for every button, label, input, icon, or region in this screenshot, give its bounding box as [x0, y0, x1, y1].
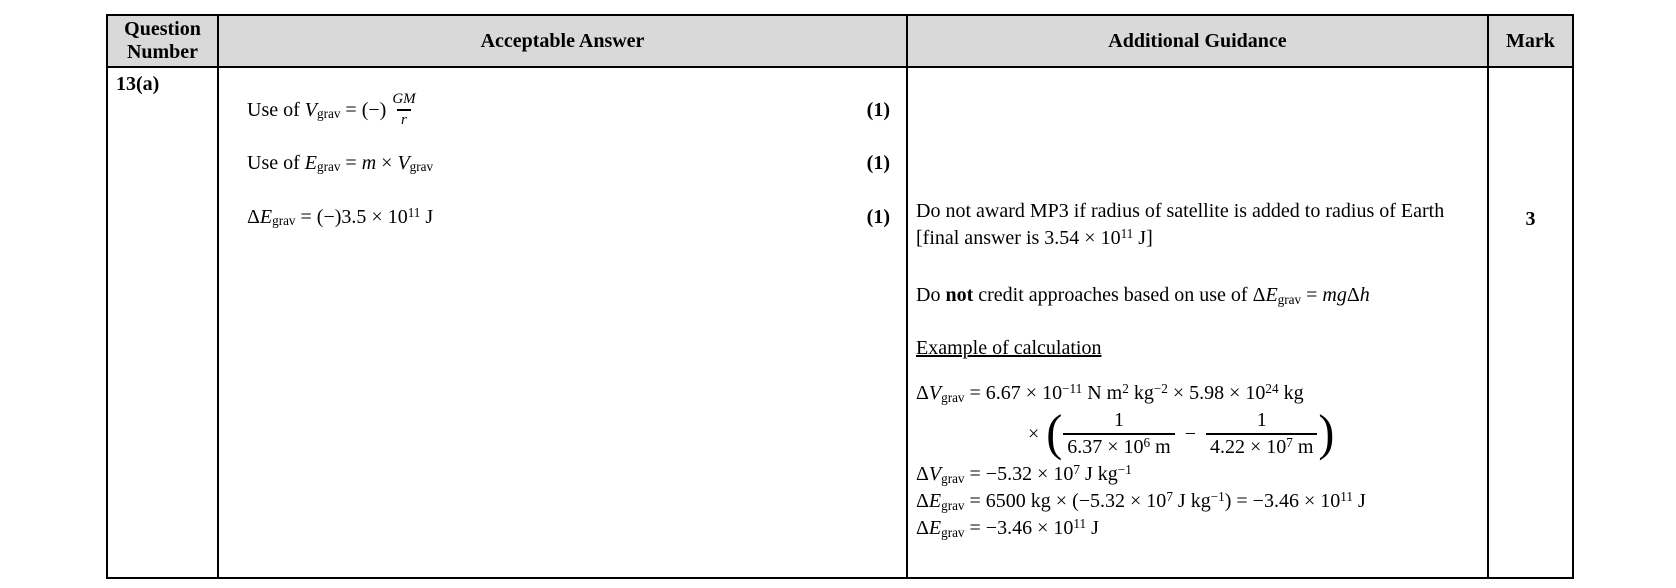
calc-line-degrav-result: $\Delta E_{grav} = -3.46 \times 10^{11}$ J [916, 516, 1099, 540]
calc-line-degrav: $\Delta E_{grav} = 6500$ kg × ($-5.32 \times 10^7$ J $kg^{-1}) = -3.46 \times 10^{11}$ J [916, 489, 1366, 513]
fraction-denominator: r [397, 109, 411, 129]
fraction-denominator: $4.22 \times 10^7$ m [1206, 433, 1317, 459]
close-paren: ) [1318, 405, 1335, 461]
multiply-operator: × [1028, 423, 1040, 445]
fraction-one-over-r-earth [1063, 409, 1174, 459]
minus-operator: − [1184, 423, 1196, 445]
answer-formula-egrav: Use of $E_{grav} = m \times V_{grav}$ [247, 151, 434, 175]
example-calculation-block [916, 380, 1479, 542]
fraction-numerator: 1 [1113, 409, 1124, 431]
fraction-denominator: $6.37 \times 10^6$ m [1063, 433, 1174, 459]
answer-formula-vgrav [247, 91, 418, 130]
fraction-numerator: GM [392, 90, 416, 107]
mark-cell [1488, 67, 1573, 578]
mark-point: (1) [866, 151, 890, 174]
calc-line-dvgrav: $\Delta V_{grav} = 6.67 \times 10^{-11}$ N $m^2$ $kg^{-2} \times 5.98 \times 10^{24}$ kg [916, 381, 1304, 405]
answer-line [247, 86, 890, 134]
fraction-numerator: 1 [1256, 409, 1267, 431]
header-row [107, 15, 1573, 67]
header-mark: Mark [1488, 15, 1573, 67]
additional-guidance-cell [907, 67, 1488, 578]
header-question-number: Question Number [107, 15, 218, 67]
calc-fraction-line [1028, 405, 1479, 461]
header-additional-guidance: Additional Guidance [907, 15, 1488, 67]
header-acceptable-answer: Acceptable Answer [218, 15, 907, 67]
question-number-cell [107, 67, 218, 578]
mark-scheme-table [106, 14, 1574, 579]
answer-line [247, 148, 890, 178]
acceptable-answer-cell [218, 67, 907, 578]
answer-line [247, 202, 890, 232]
guidance-note-mp3: Do not award MP3 if radius of satellite is added to radius of Earth [final answer is $3.54 \times 10^{11}$ J] [916, 200, 1445, 249]
calc-line-dvgrav-result: $\Delta V_{grav} = -5.32 \times 10^7$ J $kg^{-1}$ [916, 462, 1132, 486]
fraction-gm-over-r [390, 91, 417, 130]
example-calculation-heading: Example of calculation [916, 337, 1102, 359]
fraction-one-over-r-orbit [1206, 409, 1317, 459]
document-page [106, 14, 1574, 579]
guidance-note-no-credit: Do not credit approaches based on use of $\Delta E_{grav} = mg\Delta h$ [916, 284, 1370, 307]
mark-value: 3 [1525, 208, 1536, 230]
table-row [107, 67, 1573, 578]
question-number: 13(a) [116, 73, 160, 95]
mark-point: (1) [866, 205, 890, 228]
open-paren: ( [1046, 405, 1063, 461]
answer-formula-delta-egrav: $\Delta E_{grav} = (-)3.5 \times 10^{11}$ J [247, 204, 434, 229]
formula-text: Use of $V_{grav}$ = (−) [247, 98, 387, 122]
mark-point: (1) [866, 98, 890, 121]
